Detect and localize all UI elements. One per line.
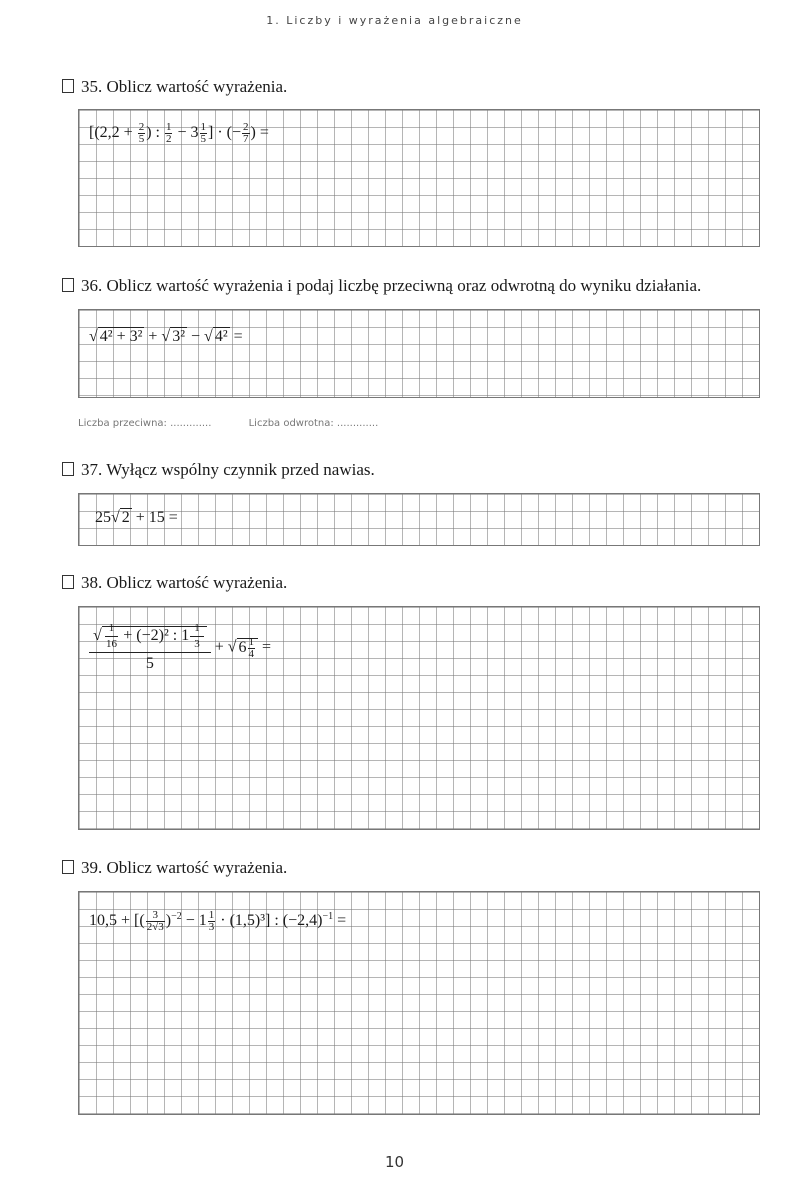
checkbox-icon[interactable] [62, 79, 74, 93]
task-number: 36. [81, 276, 103, 295]
task-instruction: Wyłącz wspólny czynnik przed nawias. [106, 460, 375, 479]
answer-grid-37[interactable] [78, 493, 760, 546]
page-header: 1. Liczby i wyrażenia algebraiczne [266, 14, 523, 27]
checkbox-icon[interactable] [62, 860, 74, 874]
answer-grid-38[interactable] [78, 606, 760, 830]
answer-lines-36 [78, 418, 412, 429]
task-instruction: Oblicz wartość wyrażenia. [106, 858, 288, 877]
page-number: 10 [384, 1153, 405, 1171]
task-35 [62, 77, 287, 97]
answer-grid-36[interactable] [78, 309, 760, 398]
task-number: 35. [81, 77, 103, 96]
expression-38: √ $\frac{1}{16}$ + (−2)² : 1 $\frac{1}{3}$ 5 + √ 6 $\frac{1}{4}$ = [89, 623, 271, 673]
task-39 [62, 858, 287, 878]
checkbox-icon[interactable] [62, 575, 74, 589]
task-instruction: Oblicz wartość wyrażenia i podaj liczbę przeciwną oraz odwrotną do wyniku działania. [106, 276, 702, 295]
task-37 [62, 460, 375, 480]
task-number: 39. [81, 858, 103, 877]
expression-35: [(2,2 + $\frac{2}{5}$ ) : $\frac{1}{2}$ − 3 $\frac{1}{5}$ ] · (− $\frac{2}{7}$ ) = [89, 121, 269, 145]
task-number: 37. [81, 460, 103, 479]
expression-37: 25√ 2 + 15 = [95, 509, 178, 526]
checkbox-icon[interactable] [62, 278, 74, 292]
task-36 [62, 276, 701, 296]
task-number: 38. [81, 573, 103, 592]
task-38 [62, 573, 287, 593]
task-instruction: Oblicz wartość wyrażenia. [106, 573, 288, 592]
answer-grid-39[interactable] [78, 891, 760, 1115]
reciprocal-number-label: Liczba odwrotna: ............. [248, 418, 379, 429]
opposite-number-label: Liczba przeciwna: ............. [78, 418, 212, 429]
task-instruction: Oblicz wartość wyrażenia. [106, 77, 288, 96]
checkbox-icon[interactable] [62, 462, 74, 476]
expression-39: 10,5 + [( $\frac{3}{2√3}$ )$^{-2}$ − 1 $\frac{1}{3}$ · (1,5)³] : $(-2,4)^{-1}$ = [89, 909, 347, 933]
expression-36: √ 4² + 3² + √ 3² − √ 4² = [89, 328, 243, 345]
answer-grid-35[interactable] [78, 109, 760, 247]
